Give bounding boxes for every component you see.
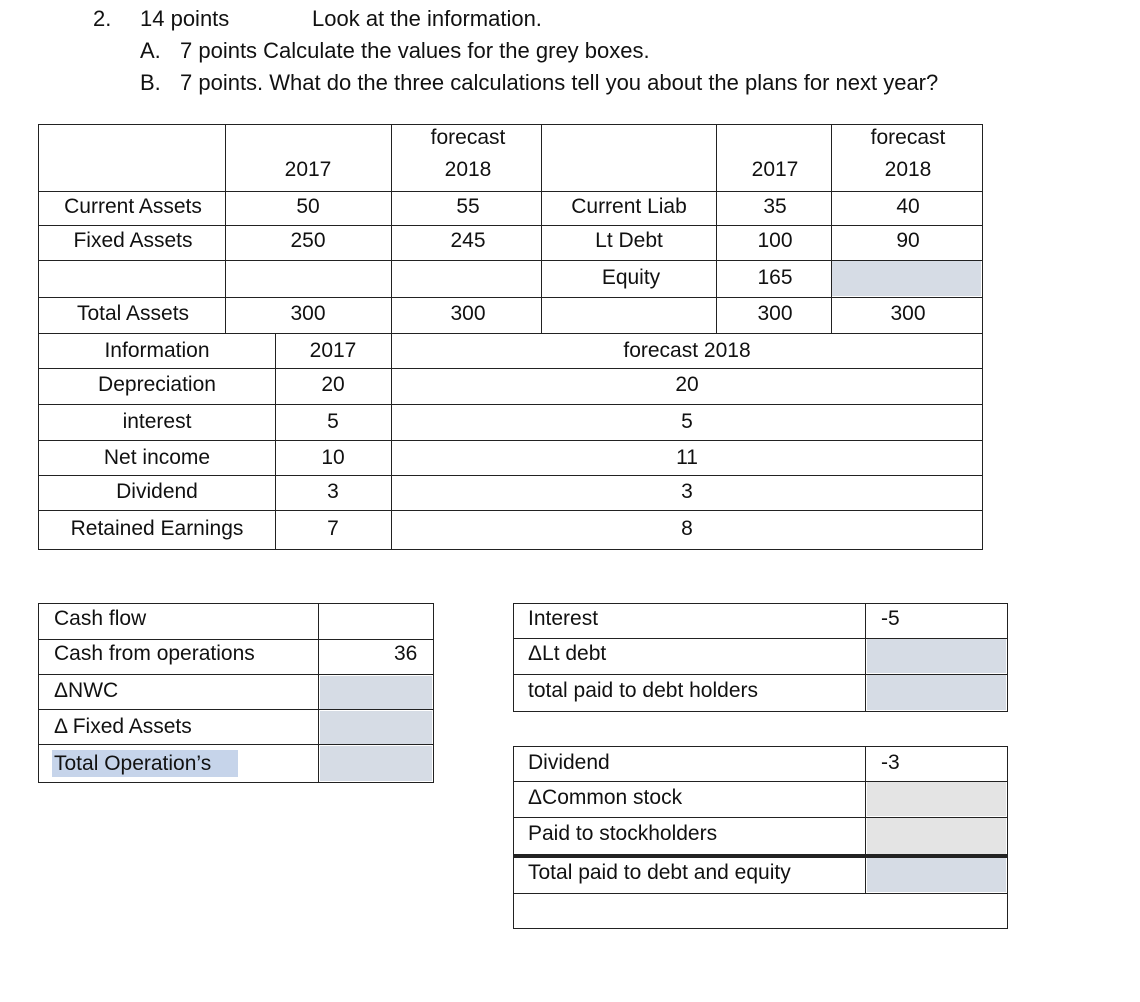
total-debt-holders-label: total paid to debt holders [528,679,758,702]
common-stock-change-label: ΔCommon stock [528,786,683,809]
interest-2018: 5 [681,410,693,433]
depreciation-label: Depreciation [98,373,216,396]
year-2018-right: 2018 [884,158,932,181]
retained-earnings-2017: 7 [327,517,339,540]
fixed-assets-2017: 250 [290,229,326,252]
part-b-label: B. [140,70,161,95]
total-debt-equity-label: Total paid to debt and equity [528,861,791,884]
dividend-2018: 3 [681,480,693,503]
total-assets-2018: 300 [450,302,486,325]
fixed-assets-label: Fixed Assets [73,229,193,252]
total-assets-2017: 300 [290,302,326,325]
depreciation-2018: 20 [675,373,699,396]
lt-debt-change-label: ΔLt debt [528,642,607,665]
interest-label: interest [122,410,192,433]
equity-label: Equity [601,266,661,289]
forecast-label-right: forecast [870,126,946,149]
dividend-2017: 3 [327,480,339,503]
dividend-cf-value: -3 [881,751,900,774]
total-assets-label: Total Assets [76,302,190,325]
cash-from-operations-label: Cash from operations [54,642,255,665]
dividend-label: Dividend [116,480,198,503]
lt-debt-2017: 100 [757,229,793,252]
information-header-2017: 2017 [309,339,357,362]
total-liab-2018: 300 [890,302,926,325]
net-income-2017: 10 [321,446,345,469]
year-2018-left: 2018 [444,158,492,181]
retained-earnings-2018: 8 [681,517,693,540]
interest-cf-label: Interest [528,607,599,630]
fixed-assets-2018: 245 [450,229,486,252]
current-assets-label: Current Assets [64,195,202,218]
information-header-label: Information [104,339,210,362]
cash-from-operations-value: 36 [394,642,418,665]
part-b-text: 7 points. What do the three calculations tell you about the plans for next year? [180,70,939,95]
paid-stockholders-label: Paid to stockholders [528,822,718,845]
interest-cf-value: -5 [881,607,900,630]
equity-2017: 165 [757,266,793,289]
nwc-label: ΔNWC [54,679,119,702]
total-operations-label: Total Operation’s [54,752,212,775]
cash-flow-label: Cash flow [54,607,147,630]
forecast-label-left: forecast [430,126,506,149]
total-liab-2017: 300 [757,302,793,325]
part-a-label: A. [140,38,161,63]
question-instruction: Look at the information. [312,6,542,31]
dividend-cf-label: Dividend [528,751,610,774]
year-2017-left: 2017 [284,158,332,181]
depreciation-2017: 20 [321,373,345,396]
net-income-label: Net income [103,446,211,469]
question-number: 2. [93,6,112,31]
current-liab-label: Current Liab [571,195,687,218]
year-2017-right: 2017 [751,158,799,181]
information-header-2018: forecast 2018 [623,339,751,362]
retained-earnings-label: Retained Earnings [70,517,244,540]
fixed-assets-change-label: Δ Fixed Assets [54,715,192,738]
lt-debt-2018: 90 [896,229,920,252]
current-liab-2018: 40 [896,195,920,218]
current-assets-2017: 50 [296,195,320,218]
part-a-text: 7 points Calculate the values for the grey boxes. [180,38,650,63]
lt-debt-label: Lt Debt [595,229,663,252]
net-income-2018: 11 [676,446,698,469]
current-assets-2018: 55 [456,195,480,218]
current-liab-2017: 35 [763,195,787,218]
question-points: 14 points [140,6,230,31]
interest-2017: 5 [327,410,339,433]
